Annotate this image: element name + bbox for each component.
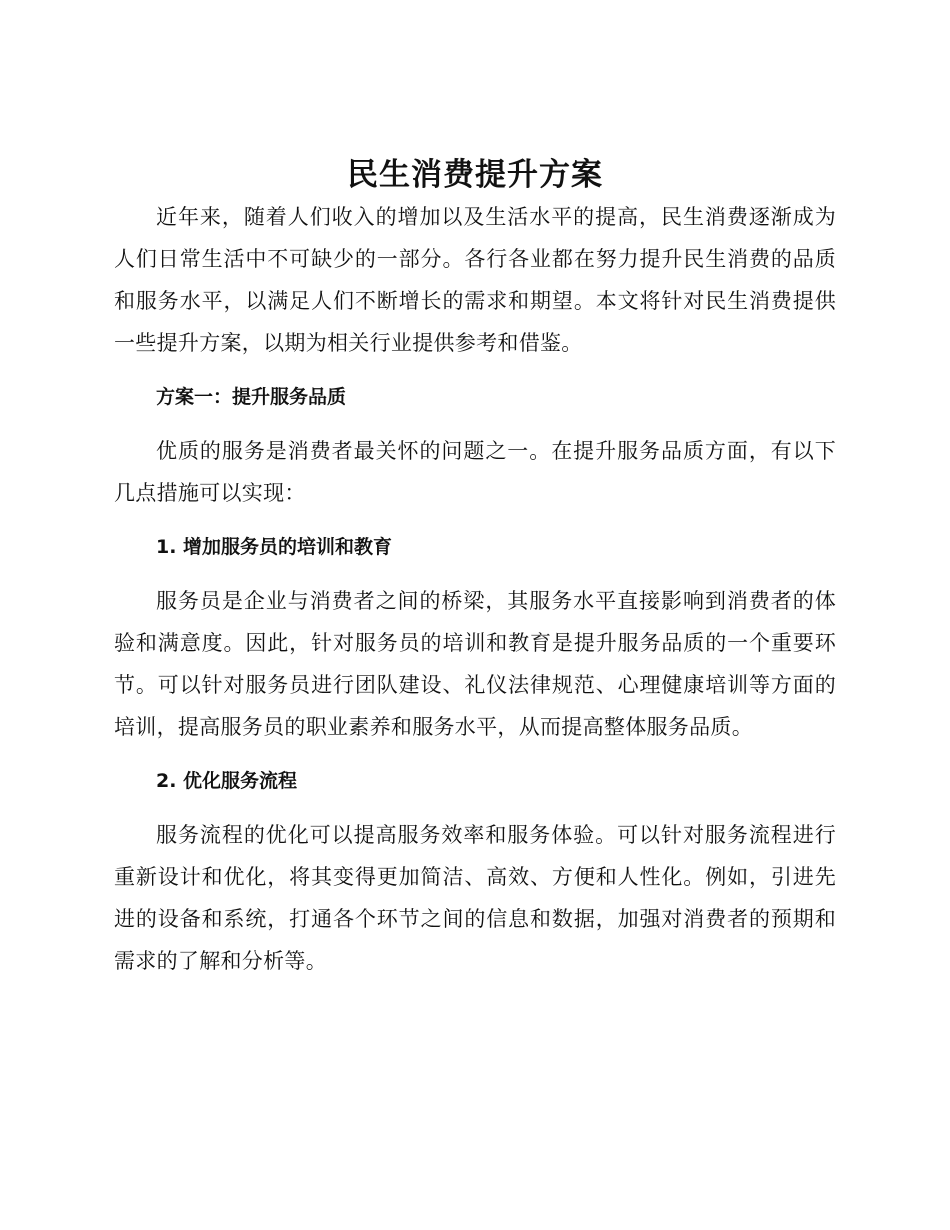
intro-paragraph: 近年来，随着人们收入的增加以及生活水平的提高，民生消费逐渐成为人们日常生活中不可缺少的一部分。各行各业都在努力提升民生消费的品质和服务水平，以满足人们不断增长的需求和期望。本文将针对民生消费提供一些提升方案，以期为相关行业提供参考和借鉴。	[114, 205, 836, 355]
page-title: 民生消费提升方案	[347, 157, 603, 193]
subheading-item1: 1. 增加服务员的培训和教育	[156, 536, 393, 558]
section-heading-plan1: 方案一：提升服务品质	[156, 386, 347, 408]
item2-paragraph: 服务流程的优化可以提高服务效率和服务体验。可以针对服务流程进行重新设计和优化，将其变得更加简洁、高效、方便和人性化。例如，引进先进的设备和系统，打通各个环节之间的信息和数据，加强对消费者的预期和需求的了解和分析等。	[114, 823, 836, 973]
item1-paragraph: 服务员是企业与消费者之间的桥梁，其服务水平直接影响到消费者的体验和满意度。因此，针对服务员的培训和教育是提升服务品质的一个重要环节。可以针对服务员进行团队建设、礼仪法律规范、心理健康培训等方面的培训，提高服务员的职业素养和服务水平，从而提高整体服务品质。	[114, 589, 836, 739]
plan1-intro-paragraph: 优质的服务是消费者最关怀的问题之一。在提升服务品质方面，有以下几点措施可以实现：	[114, 439, 836, 505]
subheading-item2: 2. 优化服务流程	[156, 770, 298, 792]
